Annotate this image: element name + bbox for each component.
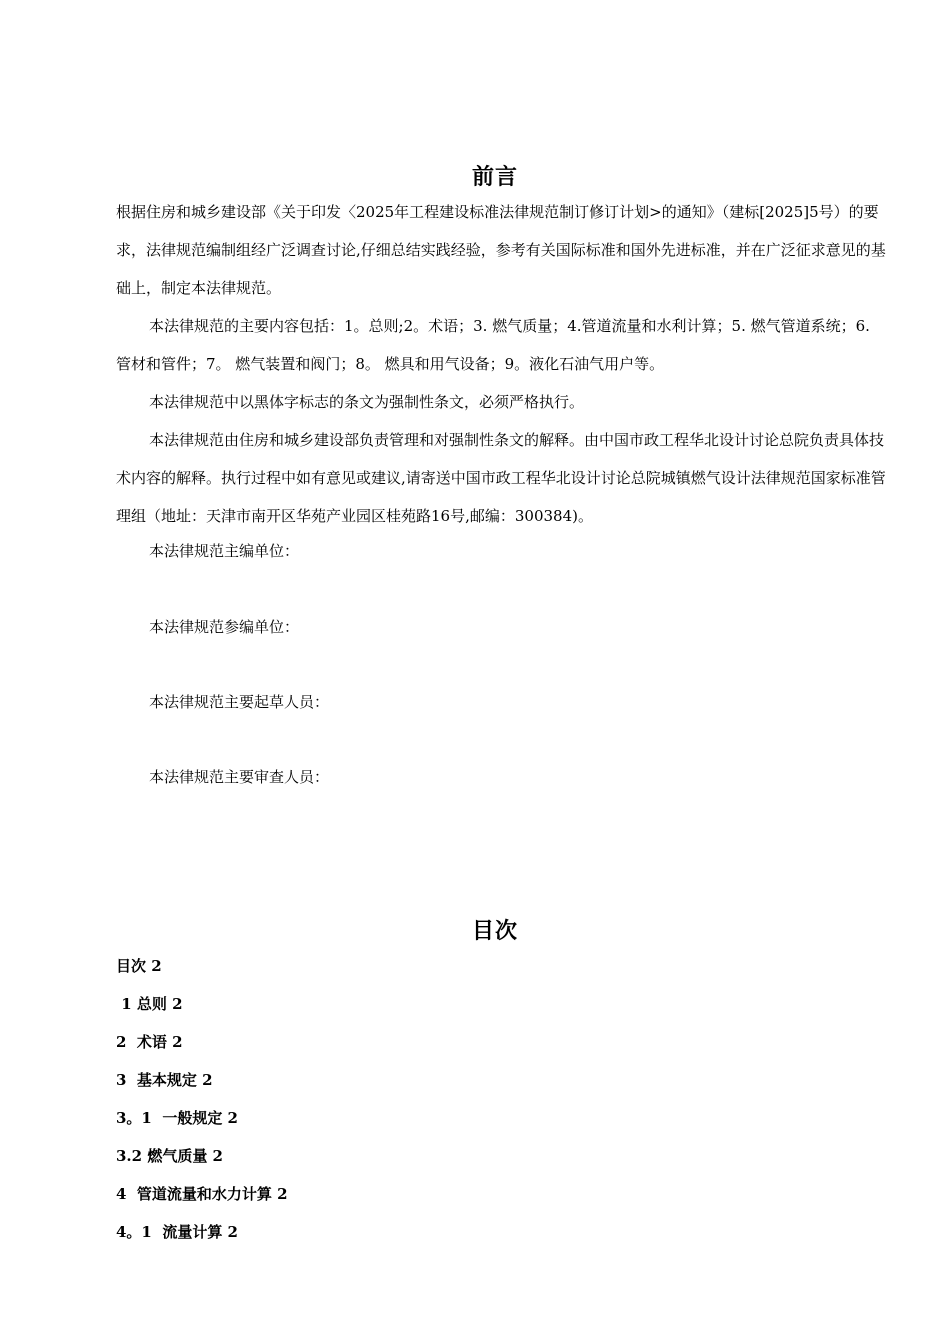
toc-title: 目次 bbox=[471, 918, 518, 944]
preface-title: 前言 bbox=[471, 164, 518, 190]
preface-paragraph: 本法律规范的主要内容包括：1。总则;2。术语；3. 燃气质量；4.管道流量和水利计算；5. 燃气管道系统；6. 管材和管件；7。 燃气装置和阀门；8。 燃具和用气设备；9。液化石油气用户等。 bbox=[116, 317, 870, 373]
preface-paragraph: 根据住房和城乡建设部《关于印发〈2025年工程建设标准法律规范制订修订计划>的通知》（建标[2025]5号）的要求，法律规范编制组经广泛调查讨论,仔细总结实践经验，参考有关国际标准和国外先进标准，并在广泛征求意见的基础上，制定本法律规范。 bbox=[116, 203, 886, 297]
reviewers-label: 本法律规范主要审查人员： bbox=[149, 768, 330, 786]
toc-entry[interactable]: 2 术语 2 bbox=[116, 1033, 183, 1051]
drafters-label: 本法律规范主要起草人员： bbox=[149, 693, 330, 711]
toc-entry[interactable]: 3。1 一般规定 2 bbox=[116, 1109, 238, 1127]
preface-paragraph: 本法律规范中以黑体字标志的条文为强制性条文，必须严格执行。 bbox=[149, 393, 585, 411]
toc-entry[interactable]: 目次 2 bbox=[116, 957, 162, 975]
preface-body bbox=[116, 193, 886, 535]
toc-entry[interactable]: 1 总则 2 bbox=[116, 995, 183, 1013]
chief-editor-label: 本法律规范主编单位： bbox=[149, 542, 300, 560]
toc-entry[interactable]: 4。1 流量计算 2 bbox=[116, 1223, 238, 1241]
toc-entry[interactable]: 3 基本规定 2 bbox=[116, 1071, 213, 1089]
preface-paragraph: 本法律规范由住房和城乡建设部负责管理和对强制性条文的解释。由中国市政工程华北设计讨论总院负责具体技术内容的解释。执行过程中如有意见或建议,请寄送中国市政工程华北设计讨论总院城镇燃气设计法律规范国家标准管理组（地址：天津市南开区华苑产业园区桂苑路16号,邮编：300384)。 bbox=[116, 431, 886, 525]
toc-entry[interactable]: 4 管道流量和水力计算 2 bbox=[116, 1185, 288, 1203]
participants-label: 本法律规范参编单位： bbox=[149, 618, 300, 636]
toc-entry[interactable]: 3.2 燃气质量 2 bbox=[116, 1147, 223, 1165]
